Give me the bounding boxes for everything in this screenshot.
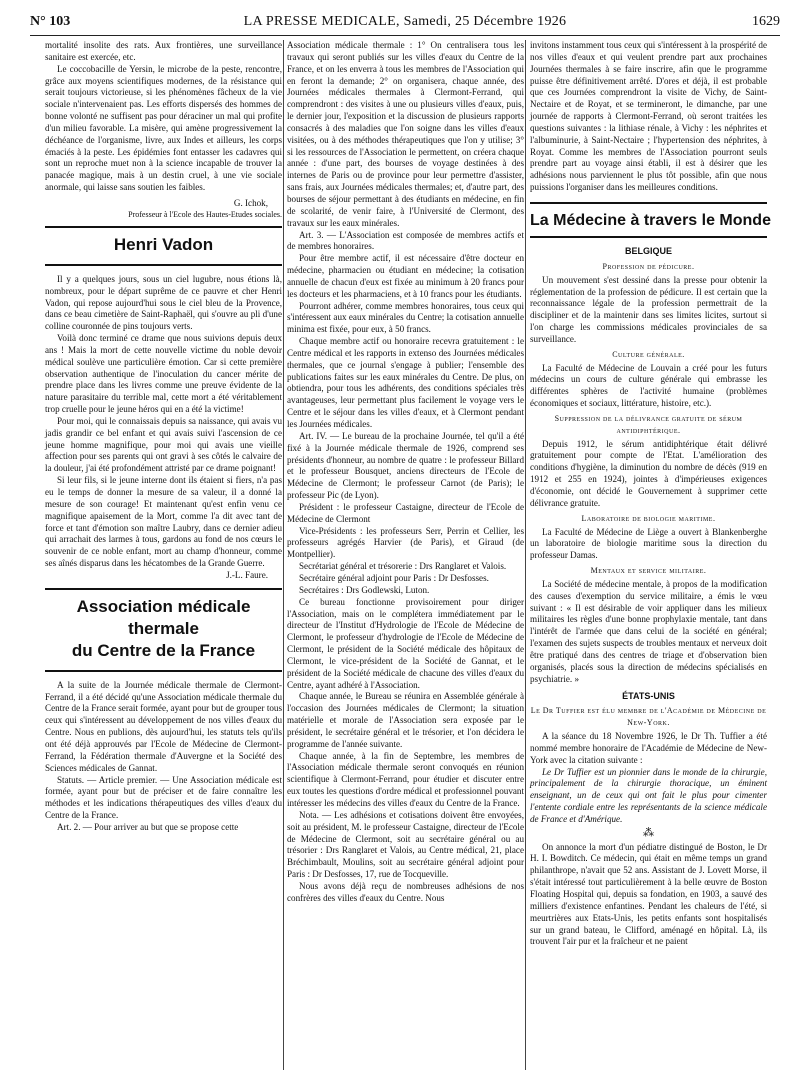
paragraph: invitons instamment tous ceux qui s'intéressent à la prospérité de nos villes d'eaux et qui veulent prendre part aux prochaines Journées thermales à se faire inscrire, afin que le programme puisse être définitivement arrêté. D'ores et déjà, il est probable que ces Journées comprendront la visite de Vichy, de Saint-Nectaire et de Royat, et se termineront, le dimanche, par une journée de rapports à Clermont-Ferrand, où seront traitées les questions suivantes : la lithiase rénale, à Vichy : les néphrites et l'albuminurie, à Saint-Nectaire ; l'hypertension des néphrites, à Royat. Comme les membres de l'Association pourront seuls prendre part au voyage ainsi établi, il est à désirer que les adhésions nous parviennent le plus tôt possible, afin que nous puissions l'organiser dans les meilleures conditions. <box>530 40 767 193</box>
paragraph: Art. IV. — Le bureau de la prochaine Journée, tel qu'il a été fixé à la Journée médicale thermale de 1926, comprend ses présidents d'honneur, au nombre de quatre : le professeur Billard et le professeur Bousquet, anciens directeurs de l'Ecole de Médecine de Clermont; le professeur Carnot (de Paris); le professeur Pic (de Lyon). <box>287 430 524 501</box>
column-1 <box>45 40 282 834</box>
paragraph: On annonce la mort d'un pédiatre distingué de Boston, le Dr H. I. Bowditch. Ce médecin, qui était en même temps un grand philanthrope, n'avait que 52 ans. Assistant de J. Lovett Morse, il s'était intéressé tout particulièrement à la belle œuvre de Boston Floating Hospital qui, depuis sa fondation, en 1903, a sauvé des milliers d'existence enfantines. Pendant les chaleurs de l'été, si meurtrières aux Etats-Unis, les petits enfants sont hospitalisés sur un grand bateau, le Clifford, aménagé en hôpital. Là, ils trouvent l'air pur et la fraîcheur et ne paient <box>530 841 767 947</box>
paragraph: Depuis 1912, le sérum antidiphtérique était délivré gratuitement pour compte de l'Etat. L'amélioration des conditions d'hygiène, la diminution du nombre de décès (919 en 1912 et 255 en 1924), jointes à d'impérieuses exigences d'économie, ont décidé le Gouvernement à supprimer cette délivrance gratuite. <box>530 438 767 508</box>
paragraph: A la suite de la Journée médicale thermale de Clermont-Ferrand, il a été décidé qu'une Association médicale thermale du Centre de la France serait formée, ayant pour but de grouper tous ceux qui s'intéressent au développement de nos villes d'eaux du Centre. Nous en publions, dès aujourd'hui, les statuts tels qu'ils ont été déjà approuvés par l'Ecole de Médecine de Clermont-Ferrand, la Fédération thermale d'Auvergne et la Société des Sciences médicales de Gannat. <box>45 679 282 773</box>
paragraph: Si leur fils, si le jeune interne dont ils étaient si fiers, n'a pas eu le temps de donner la mesure de sa valeur, il a donné la mesure de son courage! Et maintenant qu'est enfin venu ce magnifique apaisement de la Mort, comme l'a dit avec tant de force et tant d'émotion son maître Laubry, dans ce dernier adieu qui arrachait des larmes à tous, gardons au fond de nos cœurs le souvenir de ce noble enfant, mort au champ d'honneur, comme ses aînés disparus dans les hécatombes de la Grande Guerre. <box>45 475 282 569</box>
article-subtitle: du Centre de la France <box>71 640 256 660</box>
article-title: Association médicale thermale <box>76 596 251 638</box>
section-rule <box>45 226 282 228</box>
paragraph: Un mouvement s'est dessiné dans la presse pour obtenir la réglementation de la profession de pédicure. Il est certain que la reconnaissance légale de la profession permettrait de la discipliner et de la maintenir dans ses limites licites, surtout si l'on charge les commissions médicales provinciales de sa surveillance. <box>530 274 767 344</box>
subsection-heading: Laboratoire de biologie maritime. <box>581 513 716 523</box>
paragraph: Pour être membre actif, il est nécessaire d'être docteur en médecine, pharmacien ou étudiant en médecine; la cotisation annuelle de chacun d'eux est fixée au minimum à 20 francs pour les docteurs et les pharmaciens, et à 10 francs pour les étudiants. <box>287 253 524 299</box>
section-rule <box>45 588 282 590</box>
journal-title: LA PRESSE MEDICALE, Samedi, 25 Décembre 1926 <box>243 14 567 29</box>
subsection-heading: Mentaux et service militaire. <box>590 566 707 576</box>
paragraph: Chaque membre actif ou honoraire recevra gratuitement : le Centre médical et les rapports in extenso des Journées médicales thermales, que ce journal s'engage à publier; l'ensemble des publications faites sur les eaux minérales du Centre. De plus, on obtiendra, pour tous les adhérents, des conditions spéciales très avantageuses, leur permettant plus facilement le voyage vers le Centre et le séjour dans les villes d'eaux, et à Clermont pendant les Journées médicales. <box>287 336 524 429</box>
page-header <box>30 8 780 36</box>
paragraph: Président : le professeur Castaigne, directeur de l'Ecole de Médecine de Clermont <box>287 501 524 524</box>
country-heading: ÉTATS-UNIS <box>622 690 675 701</box>
section-title: La Médecine à travers le Monde <box>530 211 771 229</box>
country-heading: BELGIQUE <box>624 245 672 256</box>
column-2 <box>287 40 524 905</box>
paragraph: Secrétariat général et trésorerie : Drs Ranglaret et Valois. <box>299 561 507 572</box>
paragraph: mortalité insolite des rats. Aux frontières, une surveillance sanitaire est exercée, etc. <box>45 40 282 62</box>
issue-number: N° 103 <box>30 14 71 29</box>
signature: J.-L. Faure. <box>226 569 268 580</box>
column-divider <box>283 40 284 1070</box>
paragraph: Pourront adhérer, comme membres honoraires, tous ceux qui s'intéressent aux eaux minérales du Centre; la cotisation annuelle minima est fixée, pour eux, à 50 francs. <box>287 300 524 335</box>
paragraph: La Faculté de Médecine de Liège a ouvert à Blankenberghe un laboratoire de biologie maritime sous la direction du professeur Damas. <box>530 526 767 561</box>
paragraph: La Faculté de Médecine de Louvain a créé pour les futurs médecins un cours de culture générale qui embrasse les différentes sphères de l'activité humaine (problèmes économiques et sociaux, littérature, histoire, etc.). <box>530 362 767 409</box>
paragraph: Voilà donc terminé ce drame que nous suivions depuis deux ans ! Mais la mort de cette nouvelle victime du noble devoir médical soulève une particulière émotion. Car si cette première observation authentique de l'inoculation du cancer mérite de prendre place dans les livres comme une preuve évidente de la nature parasitaire du terrible mal, cette mort a été véritablement trop cruelle pour le jeune héros qui en a été la victime! <box>45 333 282 415</box>
signature: G. Ichok, <box>233 197 268 208</box>
page-number: 1629 <box>752 14 780 29</box>
paragraph: Nota. — Les adhésions et cotisations doivent être envoyées, soit au président, M. le professeur Castaigne, directeur de l'Ecole de Médecine de Clermont, soit au secrétaire général ou au trésorier : Drs Ranglaret et Valois, au Centre médical, 21, place Bréchimbault, Moulins, soit au secrétaire général adjoint pour Paris : Dr Desfosses, 17, rue de Tocqueville. <box>287 809 524 880</box>
article-title: Henri Vadon <box>113 234 214 254</box>
citation-quote: Le Dr Tuffier est un pionnier dans le monde de la chirurgie, principalement de la chirurgie thoracique, un éminent enseignant, un de ceux qui ont fait le plus pour cimenter l'entente cordiale entre les représentants de la science médicale de France et d'Amérique. <box>530 766 767 824</box>
column-divider <box>525 40 526 1070</box>
affiliation: Professeur à l'Ecole des Hautes-Etudes sociales. <box>128 209 282 219</box>
section-rule <box>45 264 282 266</box>
paragraph: Association médicale thermale : 1° On centralisera tous les travaux qui seront publiés sur les villes d'eaux du Centre de la France, et on les enverra à tous les membres de l'Association qui en feront la demande; 2° on organisera, chaque année, des Journées médicales thermales à Clermont-Ferrand, qui comprendront : des visites à une ou plusieurs villes d'eaux, puis, le dernier jour, l'exposition et la discussion de plusieurs rapports consacrés à des maladies que l'on soigne dans les villes d'eaux visitées, ou à des méthodes thérapeutiques que l'on y utilise; 3° si les ressources de l'Association le permettent, on créera chaque année : d'une part, des bourses de voyage destinées à des internes de Paris ou de province pour leur permettre d'assister, sans frais, aux Journées médicales thermales; et, d'autre part, des bourses de séjour permettant à des étudiants en médecine, en fin de scolarité, de venir faire, à l'Université de Clermont, des travaux sur les eaux minérales. <box>287 40 524 228</box>
subsection-heading: Culture générale. <box>612 349 685 359</box>
paragraph: Secrétaire général adjoint pour Paris : Dr Desfosses. <box>299 572 489 583</box>
asterism-separator: ⁂ <box>643 826 654 839</box>
paragraph: La Société de médecine mentale, à propos de la modification des causes d'exemption du service militaire, a émis le vœu suivant : « Il est désirable de voir appliquer dans les milieux militaires les règles d'une bonne prophylaxie mentale, tant dans l'intérêt de l'armée que dans celui de la société en général; l'examen des sujets suspects de troubles mentaux et nerveux doit être pratiqué dans des centres de triage et d'observation bien organisés, placés sous la direction de médecins spécialisés en psychiatrie. » <box>530 578 767 684</box>
paragraph: Le coccobacille de Yersin, le microbe de la peste, rencontre, grâce aux moyens scientifiques modernes, de la résistance qui serait toujours victorieuse, si les phénomènes fâcheux de la vie sociale n'intervenaient pas. Les efforts dispersés des hommes de bonne volonté ne suffisent pas pour déraciner un mal qui profite d'un milieu favorable. La misère, qui amène progressivement la déchéance de l'organisme, livre, aux Indes et ailleurs, les corps émaciés à la peste. Les épidémies font entasser les cadavres qui sont un reproche muet non à la science incapable de trouver la panacée magique, mais à un destin cruel, à une vie sociale anormale, qui laisse sans soutien les faibles. <box>45 63 282 193</box>
paragraph: Statuts. — Article premier. — Une Association médicale est formée, ayant pour but de préciser et de faire connaître les méthodes et les indications thérapeutiques des villes d'eaux du Centre de la France. <box>45 774 282 821</box>
column-3 <box>530 40 771 948</box>
paragraph: Pour moi, qui le connaissais depuis sa naissance, qui avais vu jadis grandir ce bel enfant et qui avais suivi l'ascension de ce jeune homme magnifique, pour moi qui avais une vieille affection pour ses parents qui ont gravi à ses côtés le calvaire de la douleur, j'ai été profondément attristé par ce drame poignant! <box>45 415 282 474</box>
paragraph: Vice-Présidents : les professeurs Serr, Perrin et Cellier, les professeurs agrégés Harvier (de Paris), et Giraud (de Montpellier). <box>287 525 524 560</box>
paragraph: Art. 3. — L'Association est composée de membres actifs et de membres honoraires. <box>287 229 524 252</box>
paragraph: Secrétaires : Drs Godlewski, Luton. <box>299 584 430 595</box>
paragraph: Chaque année, le Bureau se réunira en Assemblée générale à l'occasion des Journées médicales de Clermont; la situation matérielle et morale de l'Association sera exposée par le président, le secrétaire général et le trésorier, et l'on décidera le programme de l'année suivante. <box>287 691 524 749</box>
paragraph: A la séance du 18 Novembre 1926, le Dr Th. Tuffier a été nommé membre honoraire de l'Académie de Médecine de New-York avec la citation suivante : <box>530 731 767 765</box>
section-rule <box>530 236 767 238</box>
paragraph: Il y a quelques jours, sous un ciel lugubre, nous étions là, nombreux, pour le départ suprême de ce pauvre et cher Henri Vadon, qui repose aujourd'hui sous le ciel bleu de la Provence, dans ce beau cimetière de Saint-Raphaël, qui s'ouvre au pli d'une colline couronnée de pins toujours verts. <box>45 273 282 332</box>
paragraph: Ce bureau fonctionne provisoirement pour diriger l'Association, mais on le complétera immédiatement par le directeur de l'Institut d'Hydrologie de l'Ecole de Médecine de Clermont, le professeur d'hydrologie de l'Ecole de Médecine de Clermont, le président de la Société médicale des hôpitaux de Clermont, le vice-président de la Société de Gannat, et le président de la Société médicale de chacune des villes d'eaux du Centre, ayant adhéré à l'Association. <box>287 596 524 690</box>
paragraph: Nous avons déjà reçu de nombreuses adhésions de nos confrères des villes d'eaux du Centre. Nous <box>287 880 524 903</box>
section-rule <box>530 202 767 204</box>
paragraph: Chaque année, à la fin de Septembre, les membres de l'Association médicale thermale seront convoqués en réunion scientifique à Clermont-Ferrand, pour étudier et discuter entre eux toutes les questions d'ordre médical et professionnel pouvant intéresser les médecins des villes d'eaux du Centre de la France. <box>287 750 524 808</box>
subsection-heading: Le Dr Tuffier est élu membre de l'Académie de Médecine de New-York. <box>530 706 767 728</box>
subsection-heading: Suppression de la délivrance gratuite de sérum antidiphtérique. <box>554 413 743 435</box>
section-rule <box>45 670 282 672</box>
paragraph: Art. 2. — Pour arriver au but que se propose cette <box>57 821 239 832</box>
subsection-heading: Profession de pédicure. <box>602 261 695 271</box>
